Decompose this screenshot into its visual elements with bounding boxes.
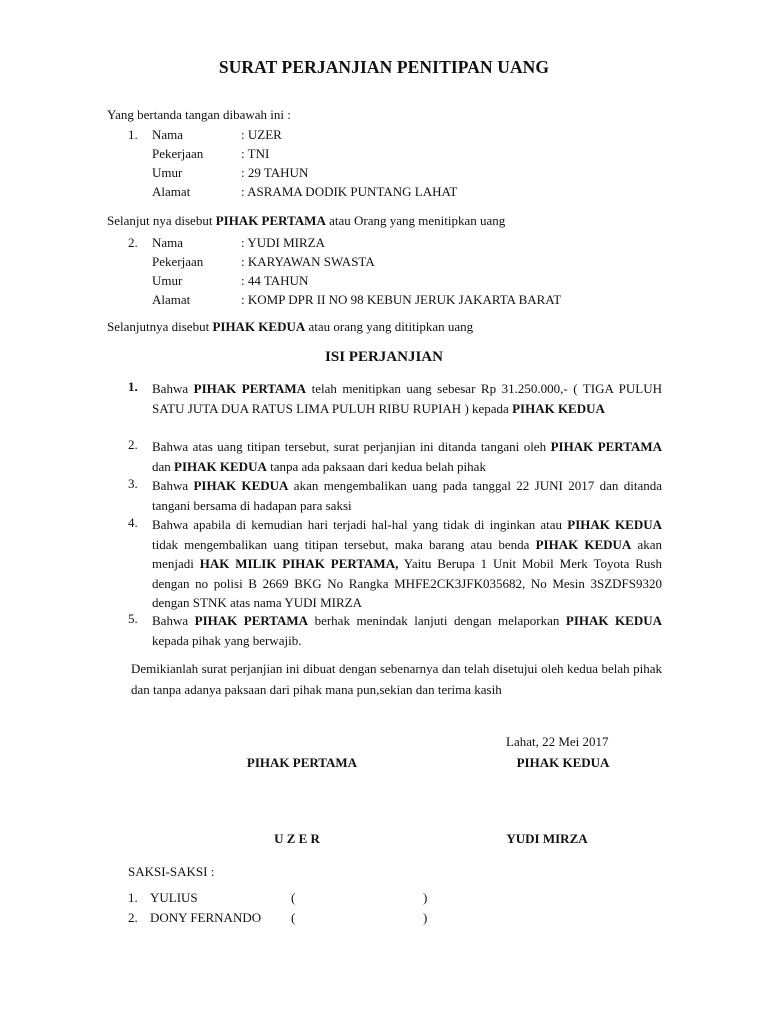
clause-number: 5. — [128, 611, 138, 626]
party1-job-label: Pekerjaan — [152, 146, 204, 161]
signature-close-paren: ) — [423, 910, 428, 925]
witness-number: 2. — [128, 910, 138, 925]
clause-5 — [128, 611, 662, 650]
signature-title-first: PIHAK PERTAMA — [246, 755, 358, 770]
witness-number: 1. — [128, 890, 138, 905]
signature-close-paren: ) — [423, 890, 428, 905]
party2-designation: Selanjutnya disebut PIHAK KEDUA atau orang yang dititipkan uang — [107, 319, 474, 334]
clause-3 — [128, 476, 662, 515]
party1-age-value: : 29 TAHUN — [241, 165, 309, 180]
party2-address-value: : KOMP DPR II NO 98 KEBUN JERUK JAKARTA BARAT — [241, 292, 562, 307]
intro-text: Yang bertanda tangan dibawah ini : — [107, 107, 291, 122]
party1-number: 1. — [128, 127, 138, 142]
party1-job-value: : TNI — [241, 146, 270, 161]
signature-title-second: PIHAK KEDUA — [516, 755, 610, 770]
clause-text: Bahwa PIHAK PERTAMA berhak menindak lanjuti dengan melaporkan PIHAK KEDUA kepada pihak yang berwajib. — [152, 613, 662, 648]
witnesses-heading: SAKSI-SAKSI : — [128, 864, 215, 879]
clause-number: 3. — [128, 476, 138, 491]
closing-paragraph: Demikianlah surat perjanjian ini dibuat dengan sebenarnya dan telah disetujui oleh kedua belah pihak dan tanpa adanya paksaan dari pihak mana pun,sekian dan terima kasih — [131, 661, 662, 697]
party1-address-label: Alamat — [152, 184, 191, 199]
party1-name-label: Nama — [152, 127, 184, 142]
signature-name-first: U Z E R — [274, 831, 320, 846]
party1-designation: Selanjut nya disebut PIHAK PERTAMA atau Orang yang menitipkan uang — [107, 213, 506, 228]
clause-text: Bahwa PIHAK PERTAMA telah menitipkan uang sebesar Rp 31.250.000,- ( TIGA PULUH SATU JUTA DUA RATUS LIMA PULUH RIBU RUPIAH ) kepada PIHAK KEDUA — [152, 381, 662, 416]
witness-name: YULIUS — [150, 890, 198, 905]
signature-name-second: YUDI MIRZA — [506, 831, 588, 846]
party1-name-value: : UZER — [241, 127, 282, 142]
party2-name-label: Nama — [152, 235, 184, 250]
signature-open-paren: ( — [291, 910, 296, 925]
party2-address-label: Alamat — [152, 292, 191, 307]
document-title: SURAT PERJANJIAN PENITIPAN UANG — [218, 57, 550, 77]
section-title: ISI PERJANJIAN — [325, 349, 443, 365]
clause-text: Bahwa apabila di kemudian hari terjadi hal-hal yang tidak di inginkan atau PIHAK KEDUA tidak mengembalikan uang titipan tersebut, maka barang atau benda PIHAK KEDUA akan menjadi HAK MILIK PIHAK PERTAMA, Yaitu Berupa 1 Unit Mobil Merk Toyota Rush dengan no polisi B 2669 BKG No Rangka MHFE2CK3JFK035682, No Mesin 3SZDFS9320 dengan STNK atas nama YUDI MIRZA — [152, 517, 663, 611]
party2-age-value: : 44 TAHUN — [241, 273, 309, 288]
party2-name-value: : YUDI MIRZA — [241, 235, 326, 250]
clause-text: Bahwa atas uang titipan tersebut, surat perjanjian ini ditanda tangani oleh PIHAK PERTAMA dan PIHAK KEDUA tanpa ada paksaan dari kedua belah pihak — [152, 439, 662, 474]
clause-number: 4. — [128, 515, 138, 530]
clause-2 — [128, 437, 662, 476]
clause-number: 1. — [128, 379, 138, 394]
clause-4 — [128, 515, 662, 613]
party2-job-label: Pekerjaan — [152, 254, 204, 269]
clause-number: 2. — [128, 437, 138, 452]
clause-text: Bahwa PIHAK KEDUA akan mengembalikan uang pada tanggal 22 JUNI 2017 dan ditanda tangani bersama di hadapan para saksi — [152, 478, 662, 513]
party2-age-label: Umur — [152, 273, 183, 288]
party1-age-label: Umur — [152, 165, 183, 180]
party2-number: 2. — [128, 235, 138, 250]
witness-name: DONY FERNANDO — [150, 910, 262, 925]
place-date: Lahat, 22 Mei 2017 — [506, 734, 609, 749]
clause-1 — [128, 379, 662, 418]
signature-open-paren: ( — [291, 890, 296, 905]
party1-address-value: : ASRAMA DODIK PUNTANG LAHAT — [241, 184, 458, 199]
party2-job-value: : KARYAWAN SWASTA — [241, 254, 375, 269]
